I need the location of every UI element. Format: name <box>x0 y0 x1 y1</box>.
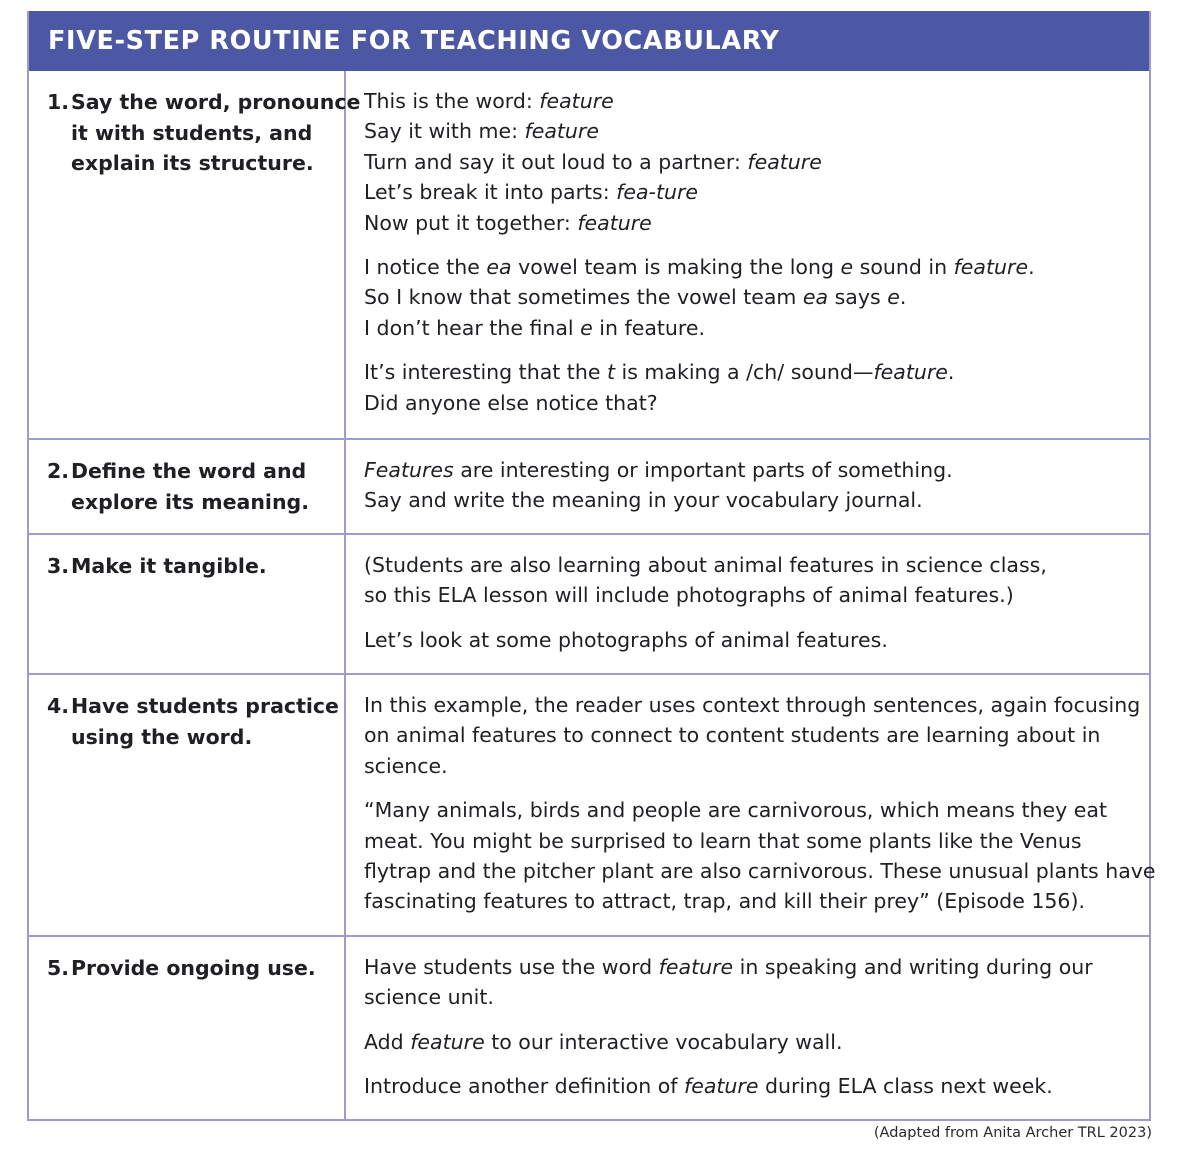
content-line: on animal features to connect to content students are learning about in <box>364 723 1101 748</box>
emphasized-term: feature <box>873 360 948 385</box>
step-number: 3. <box>47 554 70 578</box>
step-cell <box>29 675 346 935</box>
emphasized-term: feature <box>410 1029 485 1054</box>
table-title-bar <box>29 11 1149 71</box>
emphasized-term: Features <box>364 458 454 482</box>
content-paragraph <box>364 952 1137 1013</box>
step-label <box>71 551 267 582</box>
step-label <box>71 456 309 517</box>
step-heading <box>47 551 334 582</box>
step-label-line: using the word. <box>71 724 253 749</box>
content-line: Have students use the word feature in speaking and writing during our <box>364 955 1093 979</box>
content-paragraph <box>364 252 1137 343</box>
content-line: Introduce another definition of feature during ELA class next week. <box>364 1074 1053 1099</box>
step-label-line: Make it tangible. <box>71 554 267 578</box>
step-label <box>71 953 316 984</box>
table-title: FIVE-STEP ROUTINE FOR TEACHING VOCABULARY <box>48 26 780 56</box>
step-cell <box>29 440 346 533</box>
step-number: 5. <box>47 956 70 980</box>
step-label <box>71 691 339 752</box>
source-caption: (Adapted from Anita Archer TRL 2023) <box>873 1125 1152 1141</box>
content-paragraph <box>364 690 1156 781</box>
step-label-line: Define the word and <box>71 459 307 483</box>
content-line: I don’t hear the final e in feature. <box>364 315 706 340</box>
step-content <box>346 675 1168 935</box>
content-line: Add feature to our interactive vocabulary wall. <box>364 1029 843 1054</box>
step-label-line: explore its meaning. <box>71 489 310 514</box>
content-paragraph <box>364 795 1156 917</box>
emphasized-term: feature <box>953 255 1029 280</box>
content-paragraph <box>364 550 1137 611</box>
content-line: so this ELA lesson will include photographs of animal features.) <box>364 583 1014 608</box>
step-row-4 <box>29 673 1156 935</box>
content-line: science. <box>364 753 448 778</box>
content-line: fascinating features to attract, trap, and kill their prey” (Episode 156). <box>364 889 1085 914</box>
step-row-5 <box>29 935 1149 1119</box>
vocabulary-routine-table <box>27 11 1156 1121</box>
step-label-line: it with students, and <box>71 120 313 145</box>
step-content <box>346 535 1149 673</box>
content-line: It’s interesting that the t is making a /ch/ sound—feature. <box>364 360 955 385</box>
step-heading <box>47 87 361 179</box>
emphasized-term: t <box>606 360 616 385</box>
step-label <box>71 87 360 179</box>
step-label-line: Say the word, pronounce <box>71 90 361 114</box>
content-paragraph <box>364 1027 1137 1057</box>
step-row-2 <box>29 438 1149 533</box>
content-paragraph <box>364 1071 1137 1101</box>
step-content <box>346 937 1149 1119</box>
emphasized-term: ea <box>802 285 829 310</box>
content-line: Turn and say it out loud to a partner: feature <box>364 149 822 174</box>
content-line: Let’s look at some photographs of animal features. <box>364 627 888 652</box>
step-heading <box>47 691 339 752</box>
step-label-line: Have students practice <box>71 694 339 718</box>
step-row-3 <box>29 533 1149 673</box>
content-line: Features are interesting or important parts of something. <box>364 458 953 482</box>
content-line: science unit. <box>364 985 494 1010</box>
content-line: meat. You might be surprised to learn that some plants like the Venus <box>364 828 1082 853</box>
emphasized-term: e <box>840 255 854 280</box>
content-line: Say it with me: feature <box>364 119 599 144</box>
emphasized-term: feature <box>577 210 652 235</box>
content-line: (Students are also learning about animal features in science class, <box>364 553 1047 577</box>
step-heading <box>47 953 334 984</box>
step-label-line: explain its structure. <box>71 151 314 175</box>
emphasized-term: feature <box>683 1074 759 1099</box>
content-line: So I know that sometimes the vowel team ea says e. <box>364 285 907 310</box>
content-line: Now put it together: feature <box>364 210 652 235</box>
step-heading <box>47 456 334 517</box>
step-cell <box>29 71 361 438</box>
content-line: Did anyone else notice that? <box>364 390 658 415</box>
emphasized-term: feature <box>524 119 599 144</box>
step-row-1 <box>29 71 1149 438</box>
emphasized-term: feature <box>747 149 822 174</box>
content-line: “Many animals, birds and people are carnivorous, which means they eat <box>364 798 1108 823</box>
emphasized-term: ea <box>486 255 512 280</box>
step-number: 2. <box>47 459 70 483</box>
content-line: Say and write the meaning in your vocabulary journal. <box>364 488 923 513</box>
content-paragraph <box>364 625 1137 655</box>
content-line: I notice the ea vowel team is making the long e sound in feature. <box>364 255 1035 280</box>
content-paragraph <box>364 455 1137 516</box>
content-paragraph <box>364 357 1137 418</box>
step-number: 1. <box>47 90 70 114</box>
step-number: 4. <box>47 694 70 718</box>
content-line: flytrap and the pitcher plant are also carnivorous. These unusual plants have <box>364 859 1156 884</box>
step-content <box>346 440 1149 533</box>
emphasized-term: e <box>887 285 900 310</box>
content-line: Let’s break it into parts: fea-ture <box>364 180 699 205</box>
step-cell <box>29 535 346 673</box>
content-paragraph <box>364 86 1137 238</box>
content-line: In this example, the reader uses context through sentences, again focusing <box>364 693 1141 717</box>
step-content <box>346 71 1149 438</box>
step-cell <box>29 937 346 1119</box>
emphasized-term: fea-ture <box>616 180 699 205</box>
step-label-line: Provide ongoing use. <box>71 956 316 980</box>
emphasized-term: feature <box>658 955 734 979</box>
emphasized-term: e <box>580 315 593 340</box>
emphasized-term: feature <box>539 89 614 113</box>
content-line: This is the word: feature <box>364 89 614 113</box>
